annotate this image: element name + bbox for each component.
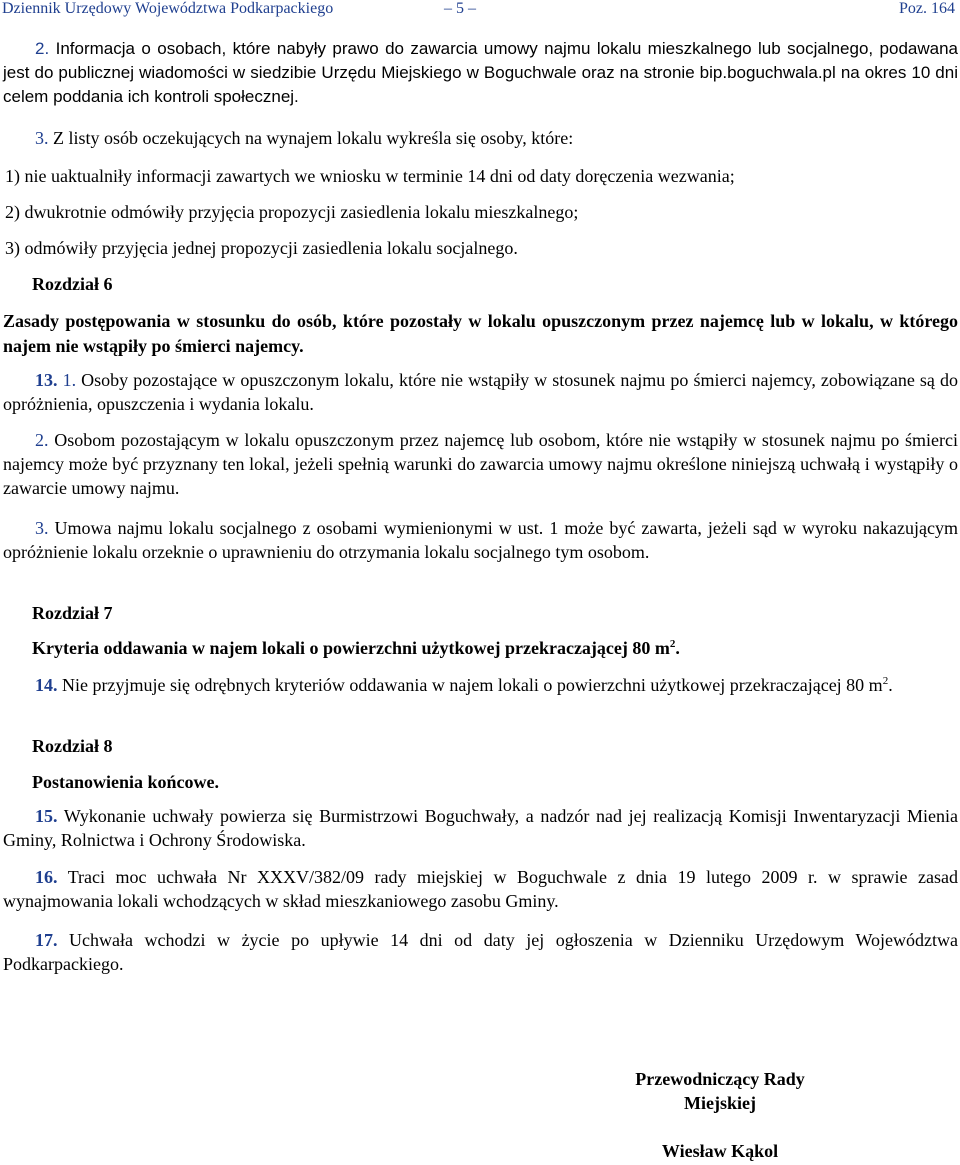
signature-role xyxy=(600,1067,840,1115)
paragraph-13-3-number: 3. xyxy=(35,518,49,538)
paragraph-2-number: 2. xyxy=(35,39,50,58)
signature-role-line-2: Miejskiej xyxy=(684,1093,756,1113)
paragraph-14-superscript: 2 xyxy=(882,675,889,687)
paragraph-17 xyxy=(3,928,958,976)
paragraph-2 xyxy=(3,37,958,109)
chapter-8-label: Rozdział 8 xyxy=(32,736,113,756)
chapter-7-title-end: . xyxy=(675,638,680,658)
chapter-7-title-superscript: 2 xyxy=(669,638,676,650)
paragraph-15 xyxy=(3,804,958,852)
signature-role-line-1: Przewodniczący Rady xyxy=(635,1069,805,1089)
paragraph-15-number: 15. xyxy=(35,806,58,826)
list-item: 2) dwukrotnie odmówiły przyjęcia propozycji zasiedlenia lokalu mieszkalnego; xyxy=(5,202,579,222)
paragraph-3 xyxy=(35,126,955,150)
paragraph-13-number: 13. xyxy=(35,370,58,390)
paragraph-14-end: . xyxy=(888,675,893,695)
paragraph-16 xyxy=(3,865,958,913)
chapter-8-title: Postanowienia końcowe. xyxy=(32,772,220,792)
paragraph-16-text: Traci moc uchwała Nr XXXV/382/09 rady miejskiej w Boguchwale z dnia 19 lutego 2009 r. w sprawie zasad wynajmowania lokali wchodzących w skład mieszkaniowego zasobu Gminy. xyxy=(3,867,958,911)
paragraph-15-text: Wykonanie uchwały powierza się Burmistrzowi Boguchwały, a nadzór nad jej realizacją Komisji Inwentaryzacji Mienia Gminy, Rolnictwa i Ochrony Środowiska. xyxy=(3,806,958,850)
chapter-6-label: Rozdział 6 xyxy=(32,274,113,294)
paragraph-2-text: Informacja o osobach, które nabyły prawo do zawarcia umowy najmu lokalu mieszkalnego lub socjalnego, podawana jest do publicznej wiadomości w siedzibie Urzędu Miejskiego w Boguchwale oraz na stronie bip.boguchwala.pl na okres 10 dni celem poddania ich kontroli społecznej. xyxy=(3,39,958,106)
position-number: Poz. 164 xyxy=(899,0,955,17)
page-header xyxy=(0,0,960,18)
chapter-7-label: Rozdział 7 xyxy=(32,603,113,623)
signature-name: Wiesław Kąkol xyxy=(661,1141,779,1161)
paragraph-13-3-text: Umowa najmu lokalu socjalnego z osobami wymienionymi w ust. 1 może być zawarta, jeżeli sąd w wyroku nakazującym opróżnienie lokalu orzeknie o uprawnieniu do otrzymania lokalu socjalnego tym osobom. xyxy=(3,518,958,562)
paragraph-13-2-number: 2. xyxy=(35,430,49,450)
paragraph-3-number: 3. xyxy=(35,128,49,148)
page-number: – 5 – xyxy=(444,0,476,17)
chapter-7-title-text: Kryteria oddawania w najem lokali o powierzchni użytkowej przekraczającej 80 m xyxy=(32,638,670,658)
chapter-7-title xyxy=(32,636,952,660)
paragraph-14-text: Nie przyjmuje się odrębnych kryteriów oddawania w najem lokali o powierzchni użytkowej przekraczającej 80 m xyxy=(62,675,883,695)
paragraph-13-2-text: Osobom pozostającym w lokalu opuszczonym przez najemcę lub osobom, które nie wstąpiły w stosunek najmu po śmierci najemcy może być przyznany ten lokal, jeżeli spełnią warunki do zawarcia umowy najmu określone niniejszą uchwałą i wystąpiły o zawarcie umowy najmu. xyxy=(3,430,958,498)
list-item: 1) nie uaktualniły informacji zawartych we wniosku w terminie 14 dni od daty doręczenia wezwania; xyxy=(5,166,735,186)
paragraph-14 xyxy=(3,673,958,697)
journal-title: Dziennik Urzędowy Województwa Podkarpackiego xyxy=(2,0,334,17)
paragraph-13-1-text: Osoby pozostające w opuszczonym lokalu, które nie wstąpiły w stosunek najmu po śmierci najemcy, zobowiązane są do opróżnienia, opuszczenia i wydania lokalu. xyxy=(3,370,958,414)
paragraph-13 xyxy=(3,368,958,416)
paragraph-14-number: 14. xyxy=(35,675,58,695)
paragraph-13-1-number: 1. xyxy=(62,370,77,390)
paragraph-17-number: 17. xyxy=(35,930,58,950)
paragraph-13-2 xyxy=(3,428,958,500)
paragraph-3-text: Z listy osób oczekujących na wynajem lokalu wykreśla się osoby, które: xyxy=(53,128,574,148)
paragraph-13-3 xyxy=(3,516,958,564)
paragraph-17-text: Uchwała wchodzi w życie po upływie 14 dni od daty jej ogłoszenia w Dzienniku Urzędowym Województwa Podkarpackiego. xyxy=(3,930,958,974)
list-item: 3) odmówiły przyjęcia jednej propozycji zasiedlenia lokalu socjalnego. xyxy=(5,238,518,258)
chapter-6-title: Zasady postępowania w stosunku do osób, które pozostały w lokalu opuszczonym przez najemcę lub w lokalu, w którego najem nie wstąpiły po śmierci najemcy. xyxy=(3,311,958,356)
paragraph-16-number: 16. xyxy=(35,867,58,887)
